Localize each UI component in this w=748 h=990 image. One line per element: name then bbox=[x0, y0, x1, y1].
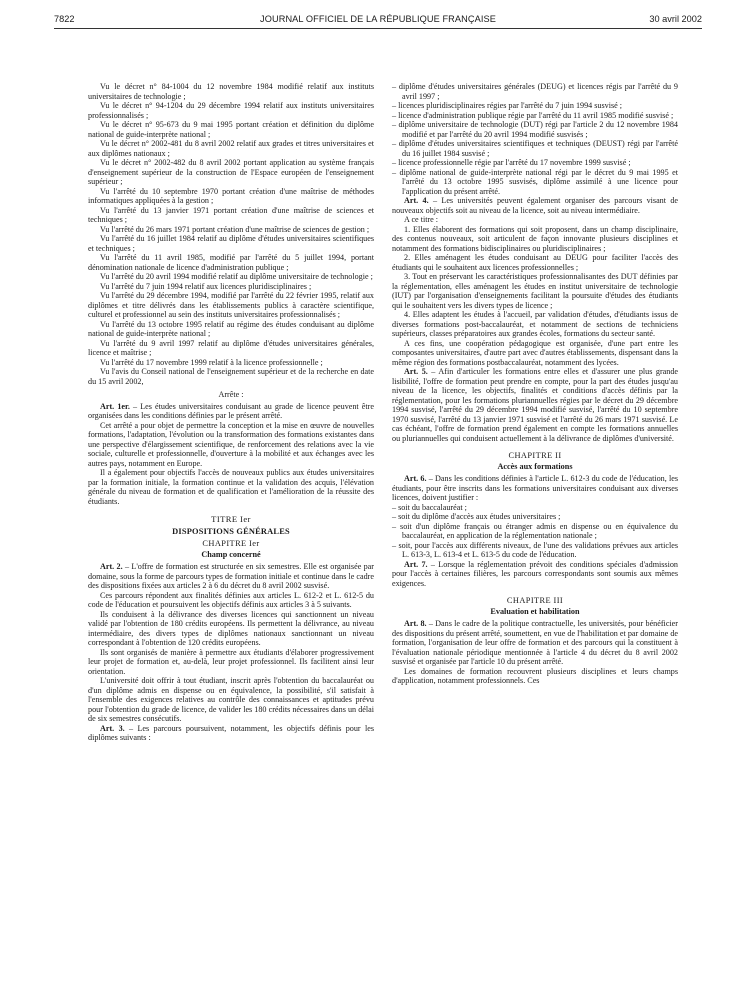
visa-paragraph: Vu le décret n° 94-1204 du 29 décembre 1994 relatif aux instituts universitaires professionnalisés ; bbox=[88, 101, 374, 120]
list-item: – soit du baccalauréat ; bbox=[392, 502, 467, 512]
article-8-text: – Dans le cadre de la politique contractuelle, les universités, pour bénéficier des dispositions du présent arrêté, soumettent, en vue de l'habilitation et par domaine de formation, l'organisation de leur offre de formation et des parcours qui la constituent à l'évaluation nationale périodique mentionnée à l'article 4 du décret du 8 avril 2002 susvisé et organisée par l'article 10 du présent arrêté. bbox=[392, 619, 678, 666]
article-3-label: Art. 3. bbox=[100, 723, 125, 733]
article-8 bbox=[392, 619, 678, 667]
visa-list bbox=[88, 82, 374, 386]
chapitre-1-label: CHAPITRE Ier bbox=[202, 539, 260, 548]
titre-label: TITRE Ier bbox=[211, 514, 251, 524]
article-2 bbox=[88, 562, 374, 591]
paragraph: 2. Elles aménagent les études conduisant au DEUG pour faciliter l'accès des étudiants qui le souhaitent aux licences professionnelles ; bbox=[392, 253, 678, 272]
article-8-label: Art. 8. bbox=[404, 619, 427, 628]
article-5-label: Art. 5. bbox=[404, 367, 428, 376]
article-4-label: Art. 4. bbox=[404, 196, 429, 205]
visa-paragraph: Vu l'arrêté du 16 juillet 1984 relatif au diplôme d'études universitaires scientifiques et techniques ; bbox=[88, 234, 374, 253]
list-item: – soit du diplôme d'accès aux études universitaires ; bbox=[392, 512, 561, 521]
chapitre-3-label: CHAPITRE III bbox=[506, 596, 564, 605]
visa-paragraph: Vu l'arrêté du 13 octobre 1995 relatif au régime des études conduisant au diplôme national de guide-interprète national ; bbox=[88, 319, 374, 338]
visa-paragraph: Vu l'arrêté du 11 avril 1985, modifié par l'arrêté du 5 juillet 1994, portant dénomination nationale de licence d'administration publique ; bbox=[88, 253, 374, 272]
list-item: – diplôme universitaire de technologie (DUT) régi par l'article 2 du 12 novembre 1984 modifié et par l'arrêté du 20 avril 1994 modifié susvisés ; bbox=[392, 120, 678, 139]
article-6-list bbox=[392, 503, 678, 560]
list-item: – diplôme d'études universitaires générales (DEUG) et licences régis par l'arrêté du 9 avril 1997 ; bbox=[392, 82, 678, 101]
visa-paragraph: Vu l'arrêté du 10 septembre 1970 portant création d'une maîtrise de méthodes informatiques appliquées à la gestion ; bbox=[88, 186, 374, 205]
visa-paragraph: Vu l'arrêté du 17 novembre 1999 relatif à la licence professionnelle ; bbox=[100, 357, 323, 367]
list-item: – licence professionnelle régie par l'arrêté du 17 novembre 1999 susvisé ; bbox=[392, 158, 631, 167]
article-6-label: Art. 6. bbox=[404, 474, 427, 483]
article-3 bbox=[88, 724, 374, 743]
chapitre-2-heading: Accès aux formations bbox=[497, 461, 573, 471]
article-1 bbox=[88, 402, 374, 421]
list-item: – diplôme d'études universitaires scientifiques et techniques (DEUST) régi par l'arrêté du 16 juillet 1984 susvisé ; bbox=[392, 139, 678, 158]
list-item: – licence d'administration publique régie par l'arrêté du 11 avril 1985 modifié susvisé ; bbox=[392, 110, 674, 120]
page-header bbox=[54, 10, 702, 28]
article-7-text: – Lorsque la réglementation prévoit des conditions spéciales d'admission pour l'accès à certaines filières, les parcours correspondants sont soumis aux mêmes exigences. bbox=[392, 559, 678, 588]
paragraph: Ces parcours répondent aux finalités définies aux articles L. 612-2 et L. 612-5 du code de l'éducation et poursuivent les objectifs définis aux articles 3 à 5 suivants. bbox=[88, 590, 374, 609]
visa-paragraph: Vu le décret n° 2002-482 du 8 avril 2002 portant application au système français d'enseignement supérieur de la construction de l'Espace européen de l'enseignement supérieur ; bbox=[88, 158, 374, 186]
article-2-paragraphs bbox=[88, 591, 374, 724]
list-item: – diplôme national de guide-interprète national régi par le décret du 9 mai 1995 et l'arrêté du 13 octobre 1995 susvisés, diplôme assimilé à une licence pour l'application du présent arrêté. bbox=[392, 167, 678, 196]
article-5 bbox=[392, 367, 678, 443]
list-item: – soit d'un diplôme français ou étranger admis en dispense ou en équivalence du baccalauréat, en application de la réglementation nationale ; bbox=[392, 521, 678, 540]
chapitre-2-label: CHAPITRE II bbox=[508, 451, 562, 460]
arrete-label: Arrête : bbox=[218, 390, 244, 399]
article-1-label: Art. 1er. bbox=[100, 401, 130, 411]
article-1-text: – Les études universitaires conduisant au grade de licence peuvent être organisées dans les conditions définies par le présent arrêté. bbox=[88, 401, 374, 420]
article-3-list bbox=[392, 82, 678, 196]
article-2-label: Art. 2. bbox=[100, 562, 123, 571]
publication-date: 30 avril 2002 bbox=[649, 14, 702, 24]
visa-paragraph: Vu l'avis du Conseil national de l'enseignement supérieur et de la recherche en date du 15 avril 2002, bbox=[88, 367, 374, 386]
paragraph: Ils conduisent à la délivrance des diverses licences qui sanctionnent un niveau validé par l'obtention de 180 crédits européens. Ils permettent la délivrance, au niveau intermédiaire, des divers types de diplômes nationaux sanctionnant un niveau correspondant à l'obtention de 120 crédits européens. bbox=[88, 609, 374, 647]
article-6 bbox=[392, 474, 678, 503]
visa-paragraph: Vu le décret n° 84-1004 du 12 novembre 1984 modifié relatif aux instituts universitaires de technologie ; bbox=[88, 82, 374, 101]
article-2-text: – L'offre de formation est structurée en six semestres. Elle est organisée par domaine, sous la forme de parcours types de formation initiale et continue dans le cadre des dispositions fixées aux articles 2 à 6 du décret du 8 avril 2002 susvisé. bbox=[88, 562, 374, 590]
visa-paragraph: Vu le décret n° 95-673 du 9 mai 1995 portant création et définition du diplôme national de guide-interprète national ; bbox=[88, 120, 374, 139]
list-item: – licences pluridisciplinaires régies par l'arrêté du 7 juin 1994 susvisé ; bbox=[392, 101, 623, 110]
journal-title: JOURNAL OFFICIEL DE LA RÉPUBLIQUE FRANÇAISE bbox=[260, 14, 496, 24]
article-3-text: – Les parcours poursuivent, notamment, les objectifs définis pour les diplômes suivants : bbox=[88, 723, 374, 742]
chapitre-3-heading: Evaluation et habilitation bbox=[490, 606, 580, 616]
paragraph: Cet arrêté a pour objet de permettre la conception et la mise en œuvre de nouvelles formations, l'adaptation, l'évolution ou la transformation des formations existantes dans une perspective d'élargissement scientifique, de renforcement des relations avec la vie sociale, culturelle et professionnelle, d'ouverture à la mobilité et aux échanges avec les autres pays, notamment en Europe. bbox=[88, 420, 374, 468]
header-rule bbox=[54, 28, 702, 29]
visa-paragraph: Vu l'arrêté du 26 mars 1971 portant création d'une maîtrise de sciences de gestion ; bbox=[100, 224, 370, 234]
paragraph: A ce titre : bbox=[404, 215, 439, 224]
titre-heading: DISPOSITIONS GÉNÉRALES bbox=[172, 526, 290, 536]
article-7-label: Art. 7. bbox=[404, 559, 428, 569]
paragraph: L'université doit offrir à tout étudiant, inscrit après l'obtention du baccalauréat ou d'un diplôme admis en dispense ou en équivalence, la possibilité, s'il satisfait à l'ensemble des exigences relatives au contrôle des connaissances et aptitudes prévu pour l'obtention du grade de licence, de valider les 180 crédits nécessaires dans un délai de six semestres consécutifs. bbox=[88, 676, 374, 723]
paragraph: A ces fins, une coopération pédagogique est organisée, d'une part entre les composantes universitaires, d'autre part avec d'autres établissements, dispensant dans la même région des formations postbaccalauréat, notamment des lycées. bbox=[392, 338, 678, 367]
visa-paragraph: Vu l'arrêté du 13 janvier 1971 portant création d'une maîtrise de sciences et techniques ; bbox=[88, 205, 374, 224]
visa-paragraph: Vu le décret n° 2002-481 du 8 avril 2002 relatif aux grades et titres universitaires et aux diplômes nationaux ; bbox=[88, 139, 374, 158]
article-6-text: – Dans les conditions définies à l'article L. 612-3 du code de l'éducation, les étudiants, pour être inscrits dans les formations universitaires conduisant aux diverses licences, doivent justifier : bbox=[392, 474, 678, 502]
left-column bbox=[88, 82, 374, 743]
chapitre-1-heading: Champ concerné bbox=[201, 549, 261, 559]
article-7 bbox=[392, 560, 678, 589]
visa-paragraph: Vu l'arrêté du 9 avril 1997 relatif au diplôme d'études universitaires générales, licence et maîtrise ; bbox=[88, 338, 374, 357]
paragraph: Ils sont organisés de manière à permettre aux étudiants d'élaborer progressivement leur projet de formation et, au-delà, leur projet professionnel. Ils facilitent ainsi leur orientation. bbox=[88, 647, 374, 676]
paragraph: Les domaines de formation recouvrent plusieurs disciplines et leurs champs d'application, notamment professionnels. Ces bbox=[392, 666, 678, 685]
article-4 bbox=[392, 196, 678, 215]
paragraph: Il a également pour objectifs l'accès de nouveaux publics aux études universitaires par la formation initiale, la formation continue et la validation des acquis, l'élévation générale du niveau de formation et de qualification et l'amélioration de la réussite des étudiants. bbox=[88, 468, 374, 506]
list-item: – soit, pour l'accès aux différents niveaux, de l'une des validations prévues aux articles L. 613-3, L. 613-4 et L. 613-5 du code de l'éducation. bbox=[392, 540, 678, 559]
article-4-text: – Les universités peuvent également organiser des parcours visant de nouveaux objectifs soit au niveau de la licence, soit au niveau intermédiaire. bbox=[392, 196, 678, 215]
paragraph: 3. Tout en préservant les caractéristiques professionnalisantes des DUT définies par la réglementation, elles aménagent les études en institut universitaire de technologie (IUT) par l'organisation d'enseignements facilitant la poursuite d'études des étudiants qui le souhaitent vers les divers types de licence ; bbox=[392, 272, 678, 310]
right-column bbox=[392, 82, 678, 686]
article-8-paragraphs bbox=[392, 667, 678, 686]
article-4-paragraphs bbox=[392, 215, 678, 367]
article-1-paragraphs bbox=[88, 421, 374, 507]
paragraph: 4. Elles adaptent les études à l'accueil, par validation d'études, d'étudiants issus de diverses formations post-baccalauréat, et notamment de sections de techniciens supérieurs, classes préparatoires aux grandes écoles, formations du secteur santé. bbox=[392, 310, 678, 338]
article-5-text: – Afin d'articuler les formations entre elles et d'assurer une plus grande lisibilité, l'offre de formation peut prendre en compte, pour la part des études jusqu'au niveau de la licence, les objectifs, finalités et conditions d'accès définis par la réglementation, pour les formations pluriannuelles régies par le décret du 29 décembre 1994 susvisé, l'arrêté du 29 décembre 1994 modifié susvisé, l'arrêté du 10 septembre 1970 susvisé, l'arrêté du 13 janvier 1971 susvisé et l'arrêté du 26 mars 1971 susvisé. Le cas échéant, l'offre de formation prend également en compte les formations annuelles ou pluriannuelles qui conduisent actuellement à la délivrance de diplômes d'université. bbox=[392, 367, 679, 443]
visa-paragraph: Vu l'arrêté du 29 décembre 1994, modifié par l'arrêté du 22 février 1995, relatif aux diplômes et titre délivrés dans les établissements publics à caractère scientifique, culturel et professionnel au sein des instituts universitaires professionnalisés ; bbox=[88, 291, 374, 319]
visa-paragraph: Vu l'arrêté du 7 juin 1994 relatif aux licences pluridisciplinaires ; bbox=[100, 281, 312, 291]
page-number: 7822 bbox=[54, 14, 75, 24]
paragraph: 1. Elles élaborent des formations qui soit proposent, dans un champ disciplinaire, des contenus nouveaux, soit articulent de façon innovante plusieurs disciplines et notamment des formations bidisciplinaires ou pluridisciplinaires ; bbox=[392, 224, 678, 253]
visa-paragraph: Vu l'arrêté du 20 avril 1994 modifié relatif au diplôme universitaire de technologie ; bbox=[100, 272, 373, 281]
